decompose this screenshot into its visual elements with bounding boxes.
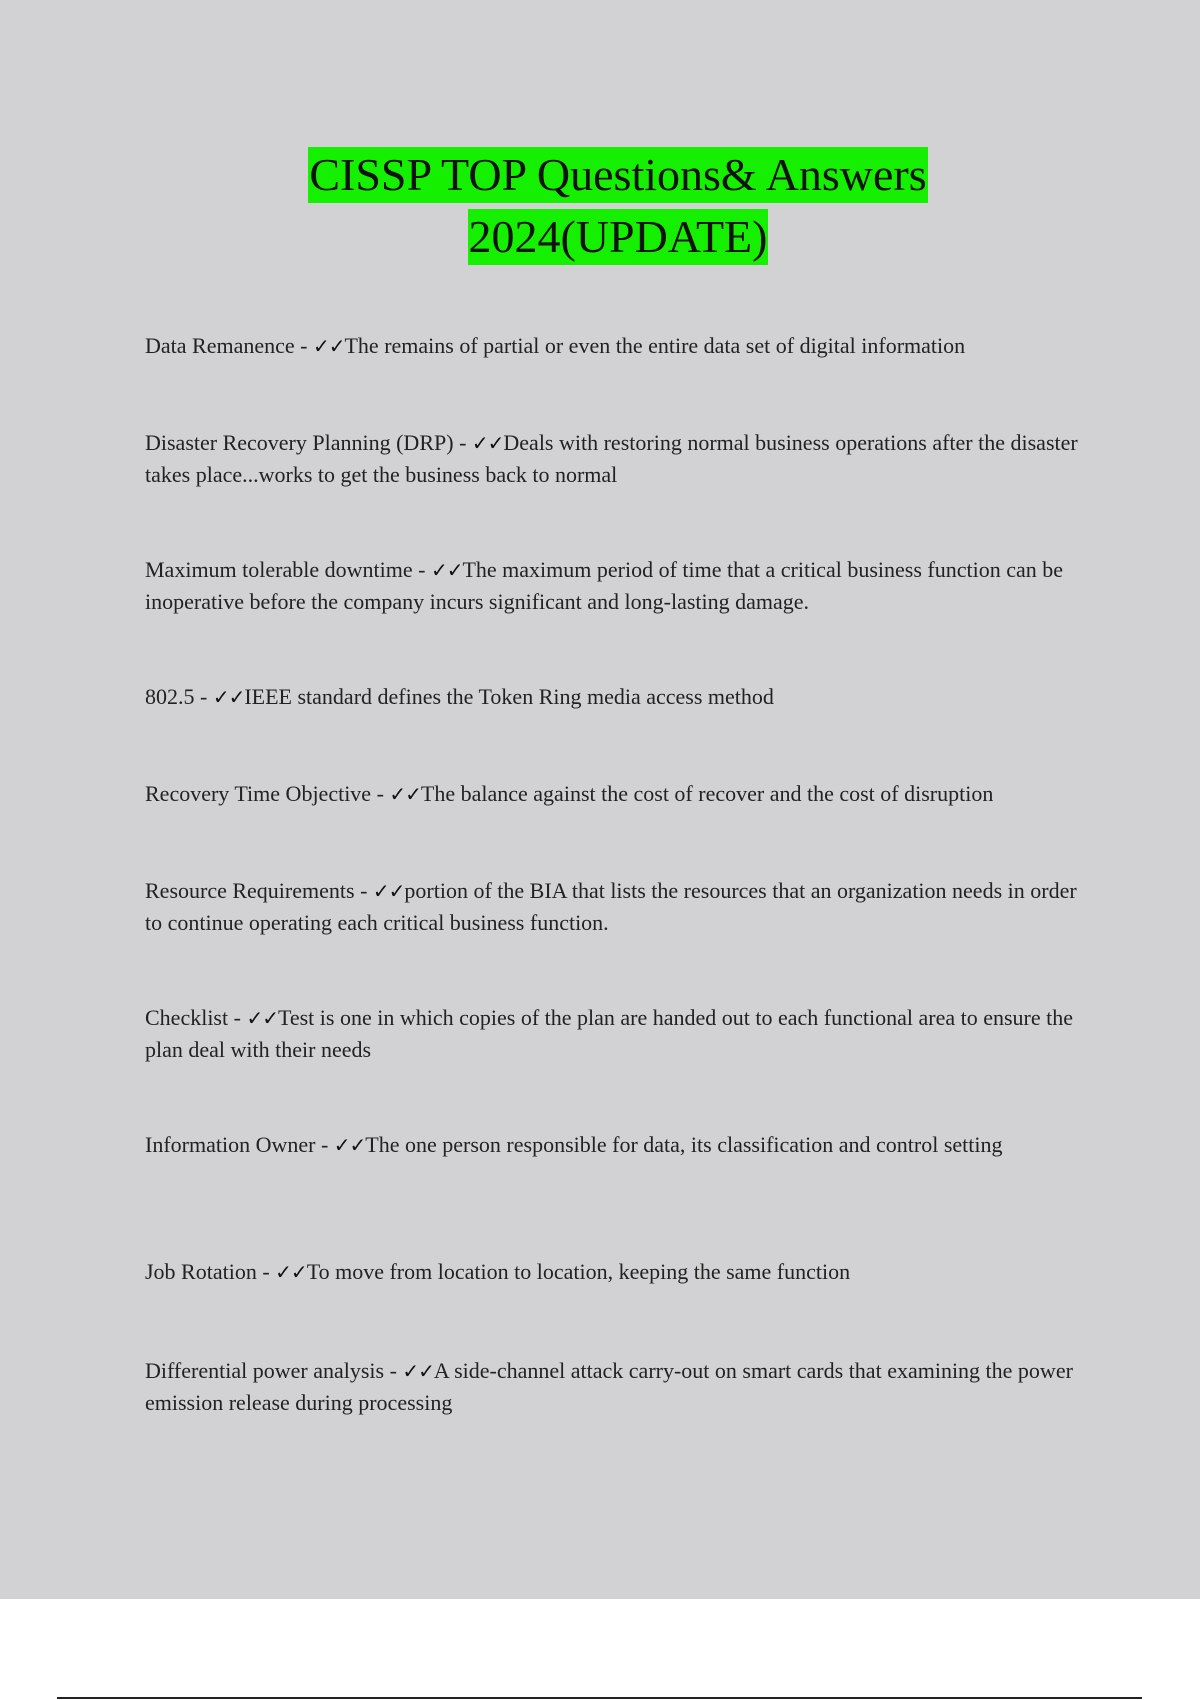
- entry-term: Data Remanence: [145, 333, 295, 358]
- entry-definition: The one person responsible for data, its classification and control setting: [365, 1132, 1003, 1157]
- entry-term: Checklist: [145, 1005, 229, 1030]
- double-check-icon: ✓✓: [402, 1359, 434, 1383]
- title-line-1: CISSP TOP Questions& Answers: [308, 147, 927, 203]
- entry-information-owner: [145, 1129, 1085, 1161]
- entry-separator: -: [453, 430, 472, 455]
- entry-job-rotation: [145, 1256, 1085, 1288]
- double-check-icon: ✓✓: [275, 1260, 307, 1284]
- double-check-icon: ✓✓: [372, 879, 405, 903]
- entry-separator: -: [256, 1259, 276, 1284]
- double-check-icon: ✓✓: [246, 1006, 278, 1030]
- entry-definition: The remains of partial or even the entire data set of digital information: [344, 333, 966, 358]
- entry-data-remanence: [145, 330, 1085, 362]
- entry-definition: IEEE standard defines the Token Ring media access method: [244, 684, 774, 709]
- entry-separator: -: [412, 557, 431, 582]
- entry-disaster-recovery-planning: [145, 427, 1085, 490]
- entry-recovery-time-objective: [145, 778, 1085, 810]
- document-title: [0, 144, 1200, 268]
- entry-definition: A side-channel attack carry-out on smart cards that examining the power emission release during processing: [145, 1358, 1073, 1415]
- entry-differential-power-analysis: [145, 1355, 1085, 1418]
- entry-separator: -: [294, 333, 313, 358]
- entry-802-5: [145, 681, 1085, 713]
- title-line-2: 2024(UPDATE): [468, 209, 769, 265]
- entry-maximum-tolerable-downtime: [145, 554, 1085, 617]
- entry-definition: The maximum period of time that a critical business function can be inoperative before the company incurs significant and long-lasting damage.: [145, 557, 1063, 614]
- entry-separator: -: [354, 878, 373, 903]
- entry-term: Job Rotation: [145, 1259, 257, 1284]
- entry-definition: Deals with restoring normal business operations after the disaster takes place...works to get the business back to normal: [145, 430, 1078, 487]
- double-check-icon: ✓✓: [312, 334, 345, 358]
- entry-term: Information Owner: [145, 1132, 316, 1157]
- entry-term: Differential power analysis: [145, 1358, 385, 1383]
- entry-definition: The balance against the cost of recover and the cost of disruption: [420, 781, 994, 806]
- entry-separator: -: [371, 781, 390, 806]
- entry-separator: -: [384, 1358, 403, 1383]
- entry-term: Maximum tolerable downtime: [145, 557, 413, 582]
- entry-separator: -: [228, 1005, 247, 1030]
- double-check-icon: ✓✓: [389, 782, 421, 806]
- entry-term: Disaster Recovery Planning (DRP): [145, 430, 454, 455]
- entry-resource-requirements: [145, 875, 1085, 938]
- entry-separator: -: [194, 684, 213, 709]
- entry-definition: To move from location to location, keeping the same function: [306, 1259, 851, 1284]
- entry-checklist: [145, 1002, 1085, 1065]
- double-check-icon: ✓✓: [333, 1133, 366, 1157]
- entry-term: Recovery Time Objective: [145, 781, 372, 806]
- entry-term: Resource Requirements: [145, 878, 355, 903]
- entry-term: 802.5: [145, 684, 195, 709]
- entry-separator: -: [315, 1132, 334, 1157]
- footer-divider: [57, 1697, 1142, 1699]
- entry-definition: portion of the BIA that lists the resources that an organization needs in order to continue operating each critical business function.: [145, 878, 1077, 935]
- double-check-icon: ✓✓: [471, 431, 504, 455]
- double-check-icon: ✓✓: [212, 685, 245, 709]
- double-check-icon: ✓✓: [430, 558, 463, 582]
- entry-definition: Test is one in which copies of the plan are handed out to each functional area to ensure the plan deal with their needs: [145, 1005, 1074, 1062]
